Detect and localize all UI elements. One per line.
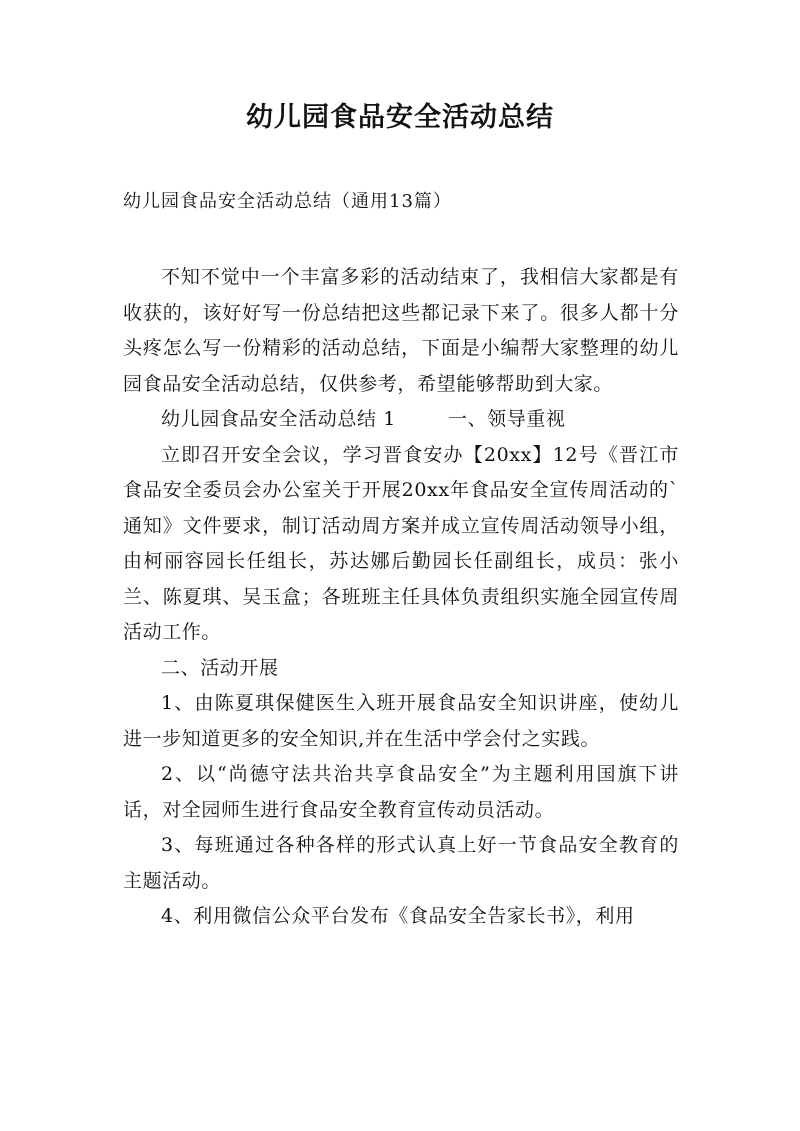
- section-1-body: 立即召开安全会议，学习晋食安办【20xx】12号《晋江市食品安全委员会办公室关于开展20xx年食品安全宣传周活动的`通知》文件要求，制订活动周方案并成立宣传周活动领导小组，由柯丽容园长任组长，苏达娜后勤园长任副组长，成员：张小兰、陈夏琪、吴玉盒；各班班主任具体负责组织实施全园宣传周活动工作。: [123, 443, 679, 643]
- list-item: 2、以“尚德守法共治共享食品安全”为主题利用国旗下讲话，对全园师生进行食品安全教育宣传动员活动。: [123, 763, 679, 821]
- list-item: 1、由陈夏琪保健医生入班开展食品安全知识讲座，使幼儿进一步知道更多的安全知识,并在生活中学会付之实践。: [123, 692, 679, 750]
- article-heading-line: [123, 402, 679, 438]
- document-title: 幼儿园食品安全活动总结: [246, 102, 554, 133]
- intro-paragraph: 不知不觉中一个丰富多彩的活动结束了，我相信大家都是有收获的，该好好写一份总结把这些都记录下来了。很多人都十分头疼怎么写一份精彩的活动总结，下面是小编帮大家整理的幼儿园食品安全活动总结，仅供参考，希望能够帮助到大家。: [123, 266, 679, 395]
- article-heading: 幼儿园食品安全活动总结 1: [161, 408, 396, 430]
- section-1-heading: 一、领导重视: [447, 408, 566, 430]
- section-2-heading: 二、活动开展: [161, 656, 279, 679]
- document-body: [123, 260, 679, 935]
- list-item: 3、每班通过各种各样的形式认真上好一节食品安全教育的主题活动。: [123, 834, 679, 892]
- document-subtitle: 幼儿园食品安全活动总结（通用13篇）: [123, 191, 452, 212]
- list-item: 4、利用微信公众平台发布《食品安全告家长书》，利用: [161, 905, 635, 927]
